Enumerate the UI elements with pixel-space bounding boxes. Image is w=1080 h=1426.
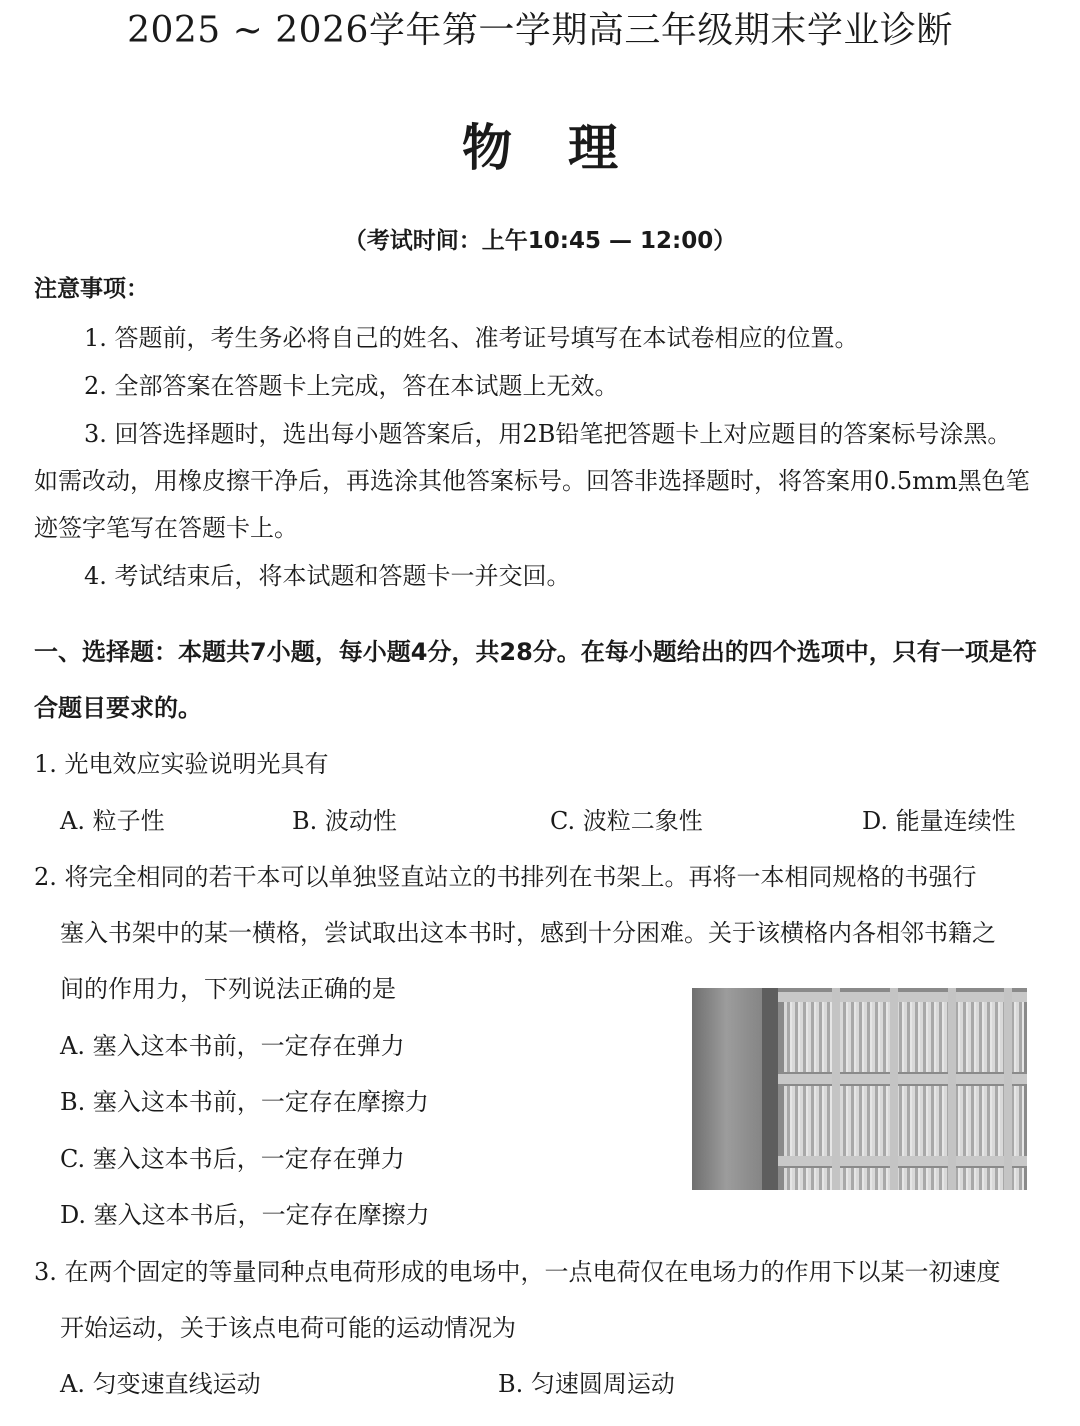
shelf-divider <box>948 988 956 1190</box>
question-2-stem: 间的作用力，下列说法正确的是 <box>60 975 396 1003</box>
question-2-option-a: A. 塞入这本书前，一定存在弹力 <box>60 1032 405 1060</box>
section-heading-cont: 合题目要求的。 <box>34 694 202 722</box>
section-heading: 一、选择题：本题共7小题，每小题4分，共28分。在每小题给出的四个选项中，只有一项是符 <box>34 638 1037 666</box>
question-1-stem: 1. 光电效应实验说明光具有 <box>34 750 329 778</box>
question-2-option-d: D. 塞入这本书后，一定存在摩擦力 <box>60 1201 430 1229</box>
shelf-board <box>778 1074 1027 1084</box>
bookshelf-side-edge <box>762 988 778 1190</box>
note-line: 4. 考试结束后，将本试题和答题卡一并交回。 <box>84 562 571 590</box>
shelf-divider <box>832 988 840 1190</box>
shelf-divider <box>1004 988 1012 1190</box>
shelf-board <box>778 1156 1027 1166</box>
question-1-option-b: B. 波动性 <box>292 807 397 835</box>
question-3-option-b: B. 匀速圆周运动 <box>498 1370 675 1398</box>
shelf-divider <box>890 988 898 1190</box>
question-2-stem: 塞入书架中的某一横格，尝试取出这本书时，感到十分困难。关于该横格内各相邻书籍之 <box>60 919 996 947</box>
note-line: 迹签字笔写在答题卡上。 <box>34 514 298 542</box>
question-3-stem: 3. 在两个固定的等量同种点电荷形成的电场中，一点电荷仅在电场力的作用下以某一初速度 <box>34 1258 1001 1286</box>
question-1-option-c: C. 波粒二象性 <box>550 807 703 835</box>
note-line: 2. 全部答案在答题卡上完成，答在本试题上无效。 <box>84 372 619 400</box>
question-2-option-c: C. 塞入这本书后，一定存在弹力 <box>60 1145 405 1173</box>
book-row <box>784 1168 1024 1190</box>
exam-time: （考试时间：上午10:45 — 12:00） <box>343 228 737 254</box>
book-row <box>784 1086 1024 1156</box>
subject-title <box>0 108 1080 180</box>
question-2-option-b: B. 塞入这本书前，一定存在摩擦力 <box>60 1088 429 1116</box>
question-3-option-a: A. 匀变速直线运动 <box>60 1370 261 1398</box>
subject-char: 物 <box>462 119 512 177</box>
notes-title: 注意事项： <box>34 276 149 302</box>
subject-char: 理 <box>568 119 618 177</box>
question-3-stem: 开始运动，关于该点电荷可能的运动情况为 <box>60 1314 516 1342</box>
exam-title: 2025 ~ 2026学年第一学期高三年级期末学业诊断 <box>127 10 953 51</box>
shelf-board <box>778 992 1027 1002</box>
note-line: 1. 答题前，考生务必将自己的姓名、准考证号填写在本试卷相应的位置。 <box>84 324 859 352</box>
book-row <box>784 1002 1024 1072</box>
note-line: 3. 回答选择题时，选出每小题答案后，用2B铅笔把答题卡上对应题目的答案标号涂黑。 <box>84 420 1012 448</box>
question-2-stem: 2. 将完全相同的若干本可以单独竖直站立的书排列在书架上。再将一本相同规格的书强行 <box>34 863 977 891</box>
question-1-option-d: D. 能量连续性 <box>862 807 1016 835</box>
note-line: 如需改动，用橡皮擦干净后，再选涂其他答案标号。回答非选择题时，将答案用0.5mm黑色笔 <box>34 467 1030 495</box>
question-1-option-a: A. 粒子性 <box>60 807 165 835</box>
bookshelf-photo <box>692 988 1027 1190</box>
